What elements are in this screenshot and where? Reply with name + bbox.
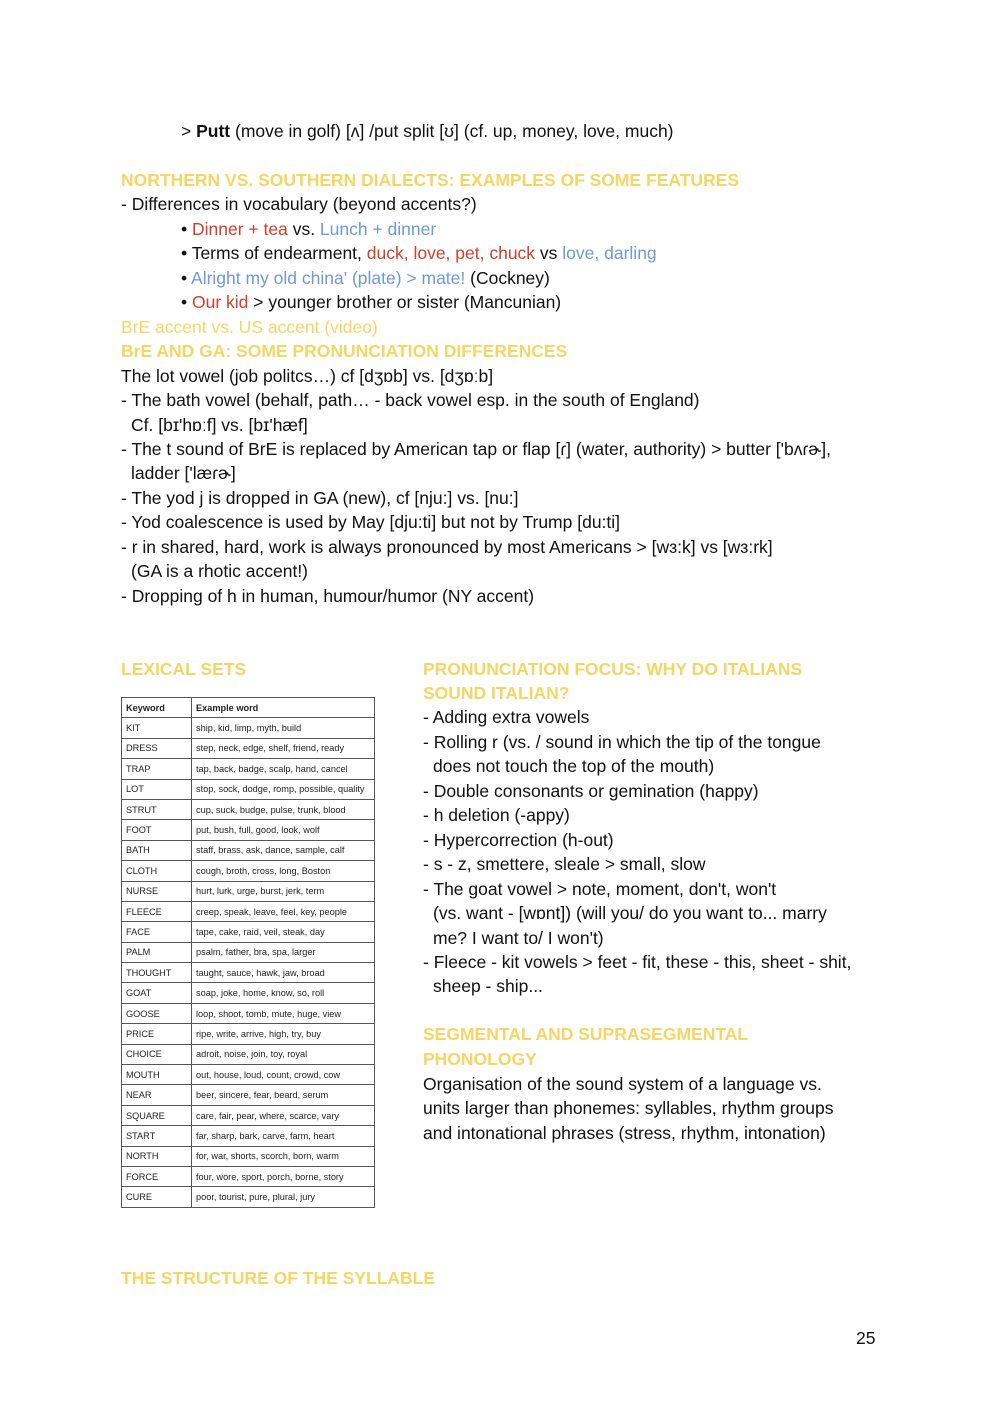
keyword-cell: LOT (122, 779, 192, 799)
keyword-cell: NEAR (122, 1085, 192, 1105)
keyword-cell: CLOTH (122, 861, 192, 881)
cockney-note: (Cockney) (465, 268, 550, 288)
segmental-heading-1: SEGMENTAL AND SUPRASEGMENTAL (423, 1024, 749, 1044)
example-cell: ship, kid, limp, myth, build (192, 718, 375, 738)
keyword-cell: FACE (122, 922, 192, 942)
table-row (122, 820, 375, 840)
example-cell: hurt, lurk, urge, burst, jerk, term (192, 881, 375, 901)
term-north: Our kid (192, 292, 249, 312)
example-cell: poor, tourist, pure, plural, jury (192, 1187, 375, 1207)
dialects-heading: NORTHERN VS. SOUTHERN DIALECTS: EXAMPLES OF SOME FEATURES (121, 170, 740, 190)
keyword-cell: FLEECE (122, 901, 192, 921)
table-row (122, 779, 375, 799)
keyword-cell: FOOT (122, 820, 192, 840)
syllable-heading: THE STRUCTURE OF THE SYLLABLE (121, 1268, 436, 1288)
italians-line: (vs. want - [wɒnt]) (will you/ do you want to... marry (433, 903, 827, 923)
keyword-cell: MOUTH (122, 1065, 192, 1085)
example-cell: for, war, shorts, scorch, born, warm (192, 1146, 375, 1166)
example-cell: cough, broth, cross, long, Boston (192, 861, 375, 881)
pron-line: Cf. [bɪ'hɒːf] vs. [bɪ'hæf] (131, 415, 308, 435)
page-number: 25 (856, 1328, 876, 1348)
term-north: duck, love, pet, chuck (366, 243, 536, 263)
keyword-cell: KIT (122, 718, 192, 738)
example-cell: adroit, noise, join, toy, royal (192, 1044, 375, 1064)
dialects-intro: - Differences in vocabulary (beyond accents?) (121, 194, 477, 214)
table-row (122, 1044, 375, 1064)
keyword-cell: GOOSE (122, 1003, 192, 1023)
italians-heading-2: SOUND ITALIAN? (423, 683, 570, 703)
segmental-line: and intonational phrases (stress, rhythm, intonation) (423, 1123, 826, 1143)
table-row (122, 1085, 375, 1105)
example-cell: care, fair, pear, where, scarce, vary (192, 1105, 375, 1125)
pron-line: - Dropping of h in human, humour/humor (NY accent) (121, 586, 535, 606)
example-cell: psalm, father, bra, spa, larger (192, 942, 375, 962)
pron-line: - The yod j is dropped in GA (new), cf [nju:] vs. [nu:] (121, 488, 519, 508)
table-row (122, 1126, 375, 1146)
pron-line: (GA is a rhotic accent!) (131, 561, 309, 581)
example-cell: out, house, loud, count, crowd, cow (192, 1065, 375, 1085)
endearment-intro: Terms of endearment, (191, 243, 367, 263)
example-cell: ripe, write, arrive, high, try, buy (192, 1024, 375, 1044)
table-row (122, 1003, 375, 1023)
italians-line: - The goat vowel > note, moment, don't, won't (423, 879, 777, 899)
italians-heading-1: PRONUNCIATION FOCUS: WHY DO ITALIANS (423, 659, 803, 679)
example-cell: put, bush, full, good, look, wolf (192, 820, 375, 840)
keyword-cell: PALM (122, 942, 192, 962)
example-cell: four, wore, sport, porch, borne, story (192, 1166, 375, 1186)
keyword-cell: CHOICE (122, 1044, 192, 1064)
italians-line: - Fleece - kit vowels > feet - fit, these - this, sheet - shit, (423, 952, 852, 972)
keyword-cell: TRAP (122, 759, 192, 779)
bullet: • (181, 268, 192, 288)
table-row (122, 738, 375, 758)
example-cell: staff, brass, ask, dance, sample, calf (192, 840, 375, 860)
italians-line: - Hypercorrection (h-out) (423, 830, 614, 850)
table-row (122, 1065, 375, 1085)
column-header-keyword: Keyword (122, 698, 192, 718)
dialect-bullet-4 (181, 290, 561, 315)
example-cell: tap, back, badge, scalp, hand, cancel (192, 759, 375, 779)
column-header-example: Example word (192, 698, 375, 718)
pron-line: - r in shared, hard, work is always pronounced by most Americans > [wɜ:k] vs [wɜ:rk] (121, 537, 773, 557)
term-south: love, darling (562, 243, 657, 263)
accent-video-link[interactable]: BrE accent vs. US accent (video) (121, 317, 378, 337)
table-row (122, 881, 375, 901)
example-cell: beer, sincere, fear, beard, serum (192, 1085, 375, 1105)
table-row (122, 1024, 375, 1044)
keyword-cell: NURSE (122, 881, 192, 901)
vs-text: vs (535, 243, 563, 263)
keyword-cell: START (122, 1126, 192, 1146)
keyword-cell: SQUARE (122, 1105, 192, 1125)
putt-word: Putt (196, 121, 231, 141)
vs-text: vs. (287, 219, 320, 239)
keyword-cell: CURE (122, 1187, 192, 1207)
example-cell: stop, sock, dodge, romp, possible, quality (192, 779, 375, 799)
mancunian-note: > younger brother or sister (Mancunian) (248, 292, 562, 312)
segmental-line: Organisation of the sound system of a language vs. (423, 1074, 822, 1094)
example-cell: creep, speak, leave, feel, key, people (192, 901, 375, 921)
italians-line: sheep - ship... (433, 976, 543, 996)
dialect-bullet-1 (181, 217, 436, 242)
italians-line: me? I want to/ I won't) (433, 928, 604, 948)
table-row (122, 963, 375, 983)
keyword-cell: DRESS (122, 738, 192, 758)
term-south: Lunch + dinner (319, 219, 437, 239)
table-row (122, 799, 375, 819)
example-cell: taught, sauce, hawk, jaw, broad (192, 963, 375, 983)
segmental-line: units larger than phonemes: syllables, rhythm groups (423, 1098, 834, 1118)
example-cell: step, neck, edge, shelf, friend, ready (192, 738, 375, 758)
dialect-bullet-2 (181, 241, 657, 266)
italians-line: - h deletion (-appy) (423, 805, 570, 825)
table-row (122, 942, 375, 962)
keyword-cell: PRICE (122, 1024, 192, 1044)
keyword-cell: NORTH (122, 1146, 192, 1166)
italians-line: - Double consonants or gemination (happy) (423, 781, 759, 801)
segmental-heading-2: PHONOLOGY (423, 1049, 537, 1069)
putt-line (181, 119, 674, 144)
putt-rest: (move in golf) [ʌ] /put split [ʊ] (cf. up, money, love, much) (230, 121, 674, 141)
table-row (122, 1166, 375, 1186)
table-row (122, 901, 375, 921)
pron-line: The lot vowel (job politcs…) cf [dʒɒb] vs. [dʒɒːb] (121, 366, 494, 386)
term-south: Alright my old china' (plate) > mate! (191, 268, 466, 288)
table-row (122, 861, 375, 881)
table-row (122, 1105, 375, 1125)
pron-heading: BrE AND GA: SOME PRONUNCIATION DIFFERENCES (121, 341, 568, 361)
lexical-table-body (122, 718, 375, 1207)
keyword-cell: BATH (122, 840, 192, 860)
example-cell: soap, joke, home, know, so, roll (192, 983, 375, 1003)
example-cell: tape, cake, raid, veil, steak, day (192, 922, 375, 942)
bullet: • (181, 219, 192, 239)
example-cell: cup, suck, budge, pulse, trunk, blood (192, 799, 375, 819)
keyword-cell: STRUT (122, 799, 192, 819)
lexical-heading: LEXICAL SETS (121, 659, 247, 679)
table-row (122, 983, 375, 1003)
keyword-cell: FORCE (122, 1166, 192, 1186)
table-row (122, 759, 375, 779)
italians-line: - s - z, smettere, sleale > small, slow (423, 854, 706, 874)
example-cell: far, sharp, bark, carve, farm, heart (192, 1126, 375, 1146)
italians-line: - Rolling r (vs. / sound in which the tip of the tongue (423, 732, 821, 752)
table-row (122, 1187, 375, 1207)
keyword-cell: THOUGHT (122, 963, 192, 983)
pron-line: ladder ['læɾɚ] (131, 463, 236, 483)
dialect-bullet-3 (181, 266, 550, 291)
table-row (122, 1146, 375, 1166)
keyword-cell: GOAT (122, 983, 192, 1003)
lexical-sets-table (121, 697, 375, 1208)
pron-line: - The t sound of BrE is replaced by American tap or flap [ɾ] (water, authority) > butter ['bʌɾɚ], (121, 439, 831, 459)
table-row (122, 840, 375, 860)
example-cell: loop, shoot, tomb, mute, huge, view (192, 1003, 375, 1023)
bullet: • (181, 243, 192, 263)
pron-line: - Yod coalescence is used by May [dju:ti] but not by Trump [du:ti] (121, 512, 621, 532)
pron-line: - The bath vowel (behalf, path… - back vowel esp. in the south of England) (121, 390, 700, 410)
table-header-row (122, 698, 375, 718)
table-row (122, 922, 375, 942)
table-row (122, 718, 375, 738)
putt-prefix: > (181, 121, 197, 141)
bullet: • (181, 292, 192, 312)
italians-line: - Adding extra vowels (423, 707, 590, 727)
italians-line: does not touch the top of the mouth) (433, 756, 715, 776)
term-north: Dinner + tea (192, 219, 288, 239)
